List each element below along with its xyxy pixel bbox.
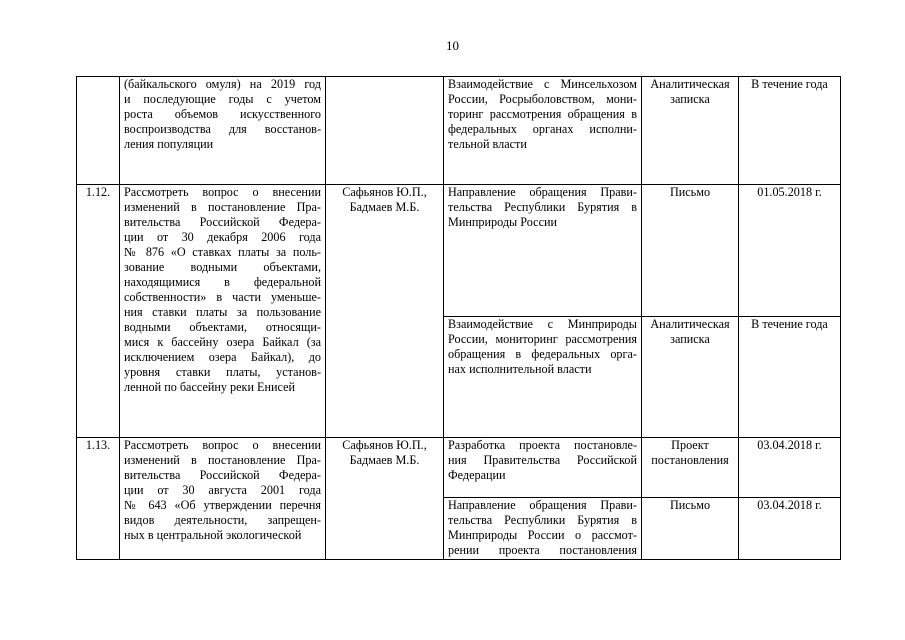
table-row: [77, 77, 841, 185]
document-type: Проект постановления: [642, 438, 739, 498]
deadline: В течение года: [739, 77, 841, 185]
responsible-persons: Сафьянов Ю.П., Бадмаев М.Б.: [326, 438, 444, 560]
task-text: (байкальского омуля) на 2019 год и последующие годы с учетом роста объемов искусственного воспроизводства для восстанов- ления популяции: [120, 77, 326, 185]
action-text: Взаимодействие с Минсельхозом России, Росрыболовством, мони- торинг рассмотрения обращения в федеральных органах исполни- тельной власти: [444, 77, 642, 185]
action-text: Направление обращения Прави- тельства Республики Бурятия в Минприроды России о рассмот- рении проекта постановления: [444, 498, 642, 560]
action-text: Разработка проекта постановле- ния Правительства Российской Федерации: [444, 438, 642, 498]
page-number: 10: [446, 38, 459, 53]
document-type: Аналитическая записка: [642, 77, 739, 185]
document-type: Аналитическая записка: [642, 317, 739, 438]
table-row: [77, 185, 841, 317]
deadline: 01.05.2018 г.: [739, 185, 841, 317]
action-plan-table: [76, 76, 841, 560]
action-text: Направление обращения Прави- тельства Республики Бурятия в Минприроды России: [444, 185, 642, 317]
item-number: [77, 77, 120, 185]
task-text: Рассмотреть вопрос о внесении изменений в постановление Пра- вительства Российской Федера- ции от 30 декабря 2006 года № 876 «О ставках платы за поль- зование водными объектами, находящимися в федеральной собственности» в части уменьше- ния ставки платы за пользование водными объектами, относящи- мися к бассейну озера Байкал (за исключением озера Байкал), до уровня ставки платы, установ- ленной по бассейну реки Енисей: [120, 185, 326, 438]
table-row: [77, 438, 841, 498]
item-number: 1.13.: [77, 438, 120, 560]
document-type: Письмо: [642, 185, 739, 317]
document-type: Письмо: [642, 498, 739, 560]
deadline: 03.04.2018 г.: [739, 498, 841, 560]
responsible-persons: Сафьянов Ю.П., Бадмаев М.Б.: [326, 185, 444, 438]
deadline: 03.04.2018 г.: [739, 438, 841, 498]
item-number: 1.12.: [77, 185, 120, 438]
deadline: В течение года: [739, 317, 841, 438]
responsible-persons: [326, 77, 444, 185]
action-text: Взаимодействие с Минприроды России, мониторинг рассмотрения обращения в федеральных орга- нах исполнительной власти: [444, 317, 642, 438]
task-text: Рассмотреть вопрос о внесении изменений в постановление Пра- вительства Российской Федера- ции от 30 августа 2001 года № 643 «Об утверждении перечня видов деятельности, запрещен- ных в центральной экологической: [120, 438, 326, 560]
